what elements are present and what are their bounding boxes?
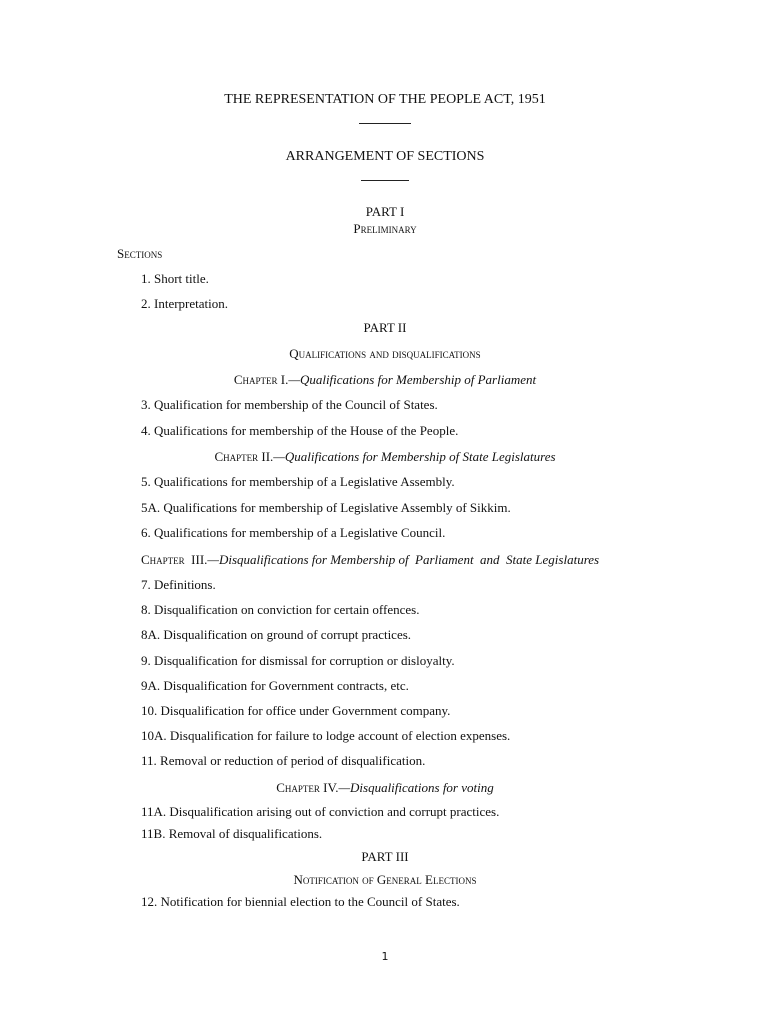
part-1-heading: Preliminary (353, 221, 417, 236)
section-item: 4. Qualifications for membership of the House of the People. (141, 423, 459, 438)
section-item: 3. Qualification for membership of the Council of States. (141, 397, 438, 412)
title-rule (0, 114, 770, 130)
section-item: 11. Removal or reduction of period of disqualification. (141, 753, 426, 768)
section-item: 9. Disqualification for dismissal for corruption or disloyalty. (141, 653, 455, 668)
arrangement-rule (0, 171, 770, 187)
act-title: THE REPRESENTATION OF THE PEOPLE ACT, 1951 (224, 92, 546, 107)
sections-label: Sections (117, 246, 163, 261)
chapter-2-title: —Qualifications for Membership of State Legislatures (273, 449, 556, 464)
section-item: 12. Notification for biennial election to the Council of States. (141, 894, 460, 909)
chapter-1-title: —Qualifications for Membership of Parliament (288, 372, 537, 387)
section-item: 10A. Disqualification for failure to lodge account of election expenses. (141, 728, 511, 743)
section-item: 2. Interpretation. (141, 296, 228, 311)
chapter-3-label: Chapter III. (141, 552, 208, 567)
section-item: 7. Definitions. (141, 577, 216, 592)
part-2-heading: Qualifications and disqualifications (289, 346, 481, 361)
section-item: 11B. Removal of disqualifications. (141, 826, 323, 841)
section-item: 5. Qualifications for membership of a Legislative Assembly. (141, 474, 455, 489)
section-item: 5A. Qualifications for membership of Legislative Assembly of Sikkim. (141, 500, 511, 515)
chapter-4-title: —Disqualifications for voting (338, 780, 494, 795)
chapter-1-heading (0, 372, 770, 388)
chapter-2-label: Chapter II. (214, 449, 274, 464)
chapter-4-heading (0, 780, 770, 796)
section-item: 8A. Disqualification on ground of corrupt practices. (141, 627, 412, 642)
part-3-heading: Notification of General Elections (293, 872, 477, 887)
part-2-label: PART II (363, 320, 407, 335)
chapter-3-title: —Disqualifications for Membership of Parliament and State Legislatures (207, 552, 600, 567)
section-item: 8. Disqualification on conviction for certain offences. (141, 602, 420, 617)
section-item: 10. Disqualification for office under Government company. (141, 703, 451, 718)
chapter-1-label: Chapter I. (233, 372, 289, 387)
arrangement-heading: ARRANGEMENT OF SECTIONS (285, 149, 485, 164)
chapter-3-heading (141, 552, 599, 568)
section-item: 11A. Disqualification arising out of conviction and corrupt practices. (141, 804, 500, 819)
section-item: 1. Short title. (141, 271, 209, 286)
chapter-4-label: Chapter IV. (276, 780, 339, 795)
page-number: 1 (381, 950, 389, 963)
part-3-label: PART III (361, 849, 409, 864)
chapter-2-heading (0, 449, 770, 465)
part-1-label: PART I (365, 204, 405, 219)
section-item: 9A. Disqualification for Government contracts, etc. (141, 678, 409, 693)
section-item: 6. Qualifications for membership of a Legislative Council. (141, 525, 446, 540)
